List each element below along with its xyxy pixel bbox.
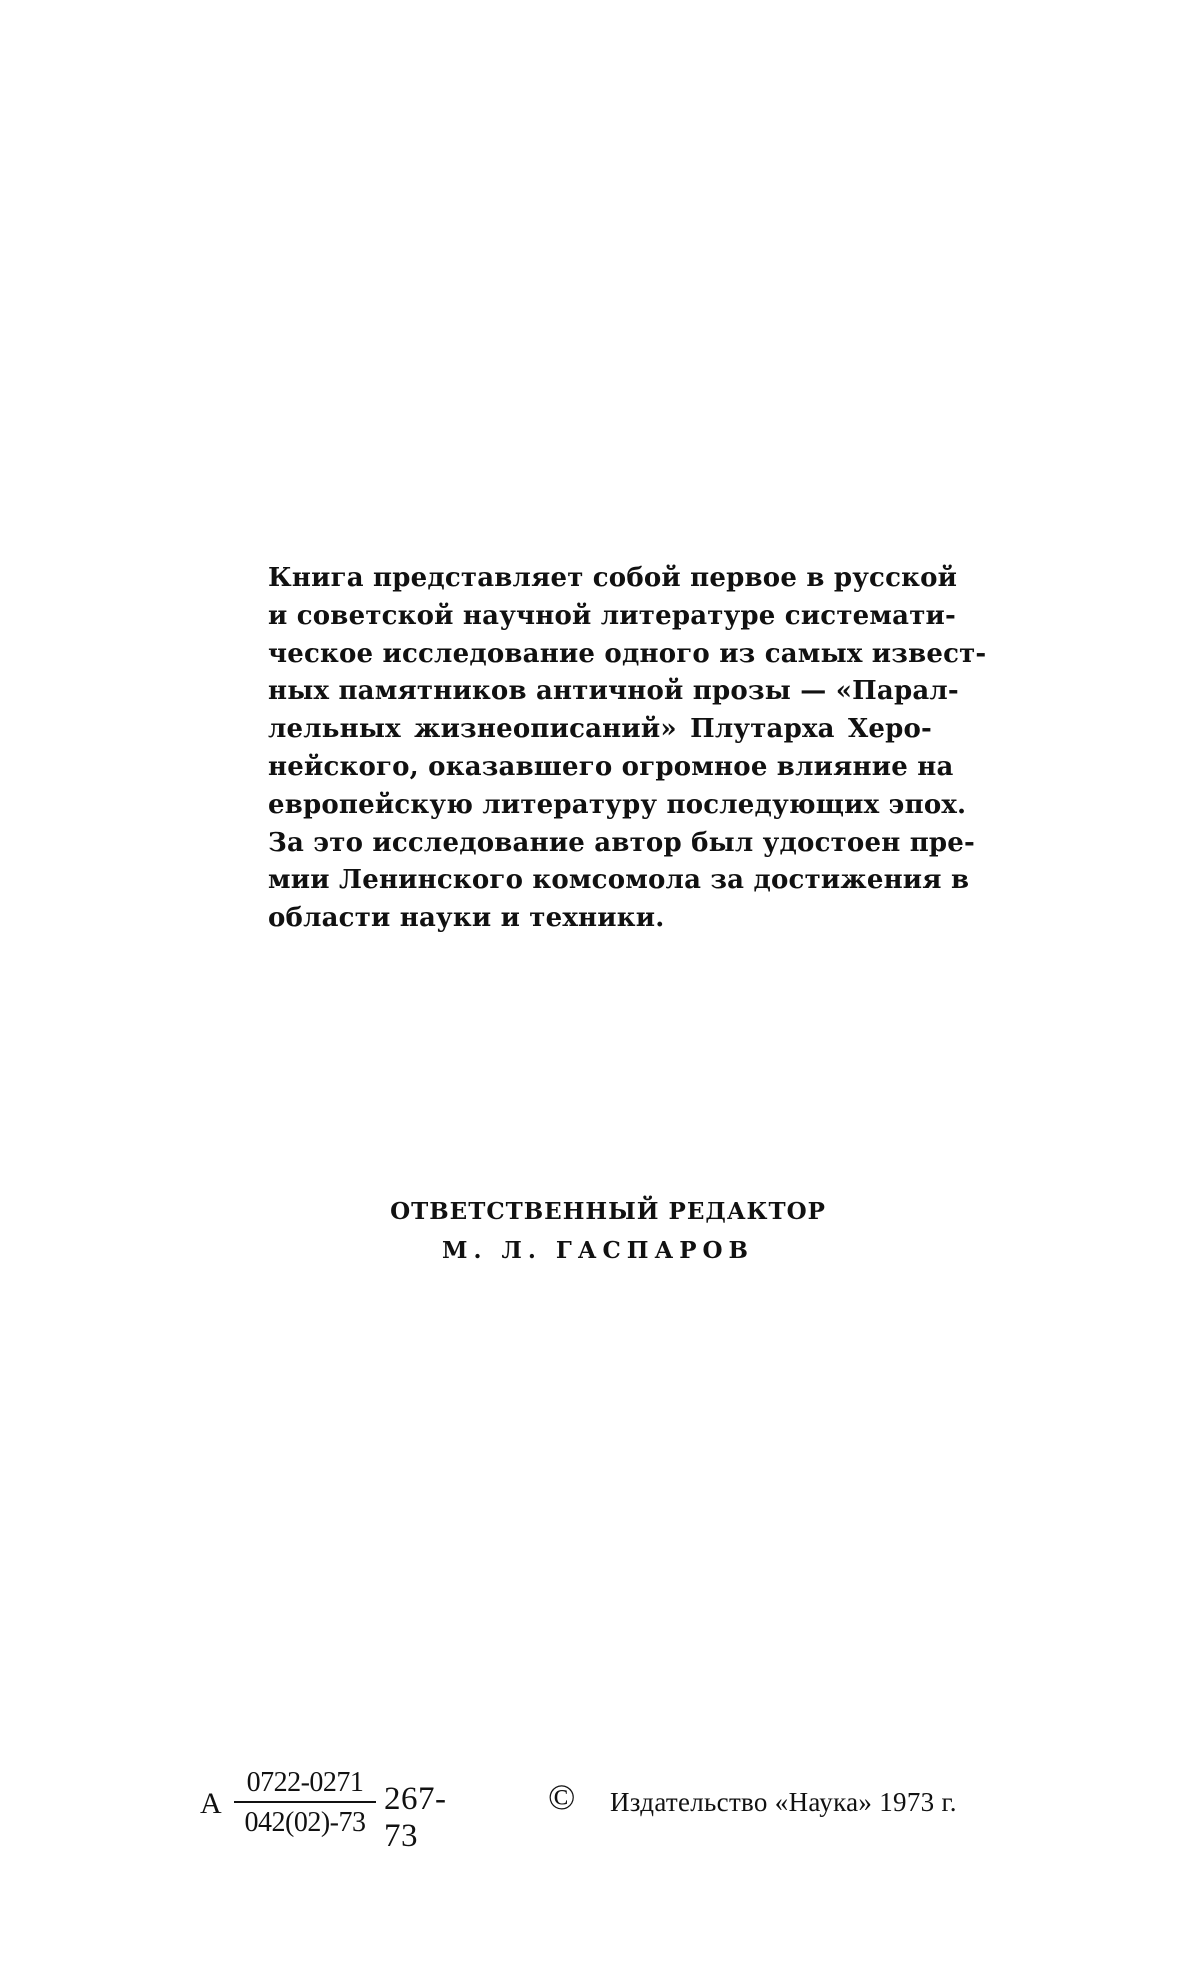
index-code: 267-73 [384,1781,447,1854]
copyright-icon: © [548,1777,576,1817]
annotation-line: ных памятников античной прозы — «Парал- [268,676,959,707]
index-fraction [234,1765,376,1841]
index-letter: А [200,1787,222,1820]
annotation-line: европейскую литературу последующих эпох. [268,789,967,820]
book-annotation [268,560,987,938]
annotation-line: За это исследование автор был удостоен пре- [268,827,976,858]
annotation-line: мии Ленинского комсомола за достижения в [268,865,970,896]
editor-name: М. Л. ГАСПАРОВ [442,1237,754,1264]
annotation-line: лельных жизнеописаний» Плутарха Херо- [268,714,932,745]
publisher-line: Издательство «Наука» 1973 г. [610,1787,957,1817]
annotation-line: нейского, оказавшего огромное влияние на [268,751,954,782]
editor-role: ОТВЕТСТВЕННЫЙ РЕДАКТОР [390,1198,826,1225]
index-numerator: 0722-0271 [234,1765,376,1803]
annotation-line: ческое исследование одного из самых извест- [268,638,987,669]
index-denominator: 042(02)-73 [244,1807,366,1838]
annotation-line: Книга представляет собой первое в русской [268,563,958,593]
annotation-line: и советской научной литературе системати- [268,600,957,631]
annotation-line: области науки и техники. [268,903,665,934]
